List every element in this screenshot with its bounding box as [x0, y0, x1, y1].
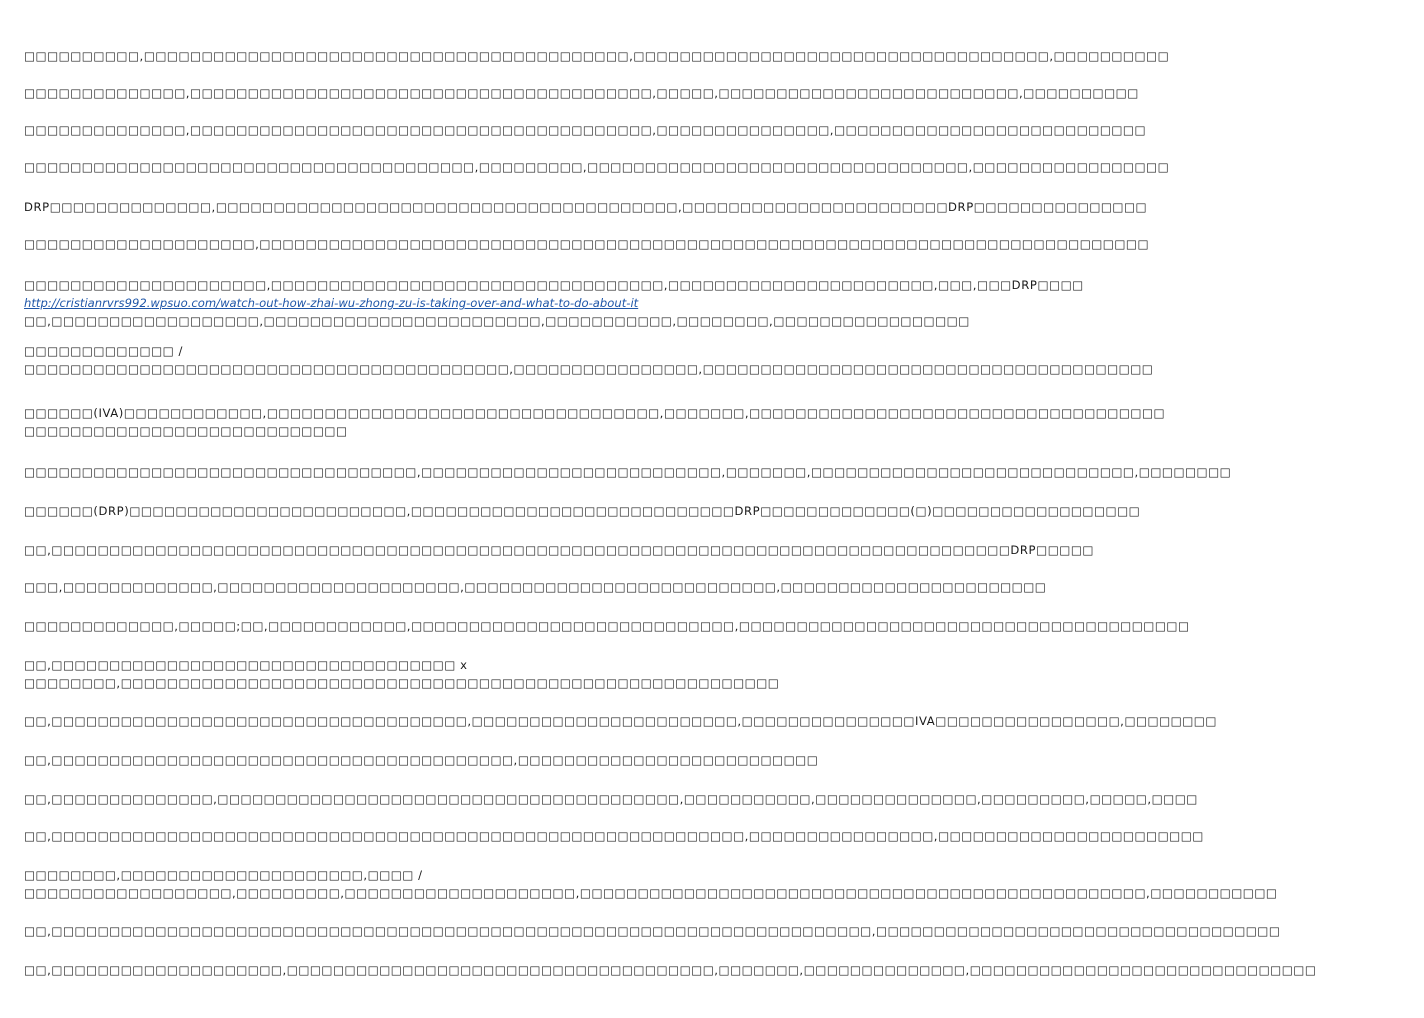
paragraph: [24, 198, 1424, 216]
paragraph-line: □□,□□□□□□□□□□□□□□□□□□□□□□□□□□□□□□□□□□□□□□□□□□□□□□□□□□□□□□□□□□□□□□□□□□□□□□□,□□□□□□□□□□□□□□□□□□□□□□□□□□□□□□□□□□□: [24, 924, 1281, 938]
paragraph: [24, 790, 1424, 808]
paragraph: [24, 617, 1424, 635]
paragraph: [24, 578, 1424, 596]
paragraph-line: □□□□□□□□□□□□□□□□□□□□□□□□□□□□□□□□□□□□□□□,□□□□□□□□□,□□□□□□□□□□□□□□□□□□□□□□□□□□□□□□□□□,□□□□□□□□□□□□□□□□□: [24, 160, 1170, 174]
paragraph-line: □□□,□□□□□□□□□□□□□,□□□□□□□□□□□□□□□□□□□□□,□□□□□□□□□□□□□□□□□□□□□□□□□□□,□□□□□□□□□□□□□□□□□□□□□□□: [24, 580, 1047, 594]
paragraph-line: DRP□□□□□□□□□□□□□□,□□□□□□□□□□□□□□□□□□□□□□□□□□□□□□□□□□□□□□□□,□□□□□□□□□□□□□□□□□□□□□□□DRP□□□□□□□□□□□□□□□: [24, 200, 1148, 214]
paragraph-line: □□,□□□□□□□□□□□□□□,□□□□□□□□□□□□□□□□□□□□□□□□□□□□□□□□□□□□□□□□,□□□□□□□□□□□,□□□□□□□□□□□□□□,□□□□□□□□□,□□□□□,□□□□: [24, 792, 1198, 806]
paragraph-line: □□□□□□□□□□□□□□□□□□□□□□□□□□□□□□□□□□□□□□□□□□,□□□□□□□□□□□□□□□□,□□□□□□□□□□□□□□□□□□□□□□□□□□□□□□□□□□□□□□□: [24, 362, 1154, 376]
paragraph: [24, 276, 1424, 330]
paragraph: [24, 463, 1424, 481]
paragraph-line: □□□□□□□□,□□□□□□□□□□□□□□□□□□□□□□□□□□□□□□□□□□□□□□□□□□□□□□□□□□□□□□□□□: [24, 676, 780, 690]
paragraph: [24, 827, 1424, 845]
paragraph: [24, 712, 1424, 730]
paragraph-line: □□,□□□□□□□□□□□□□□□□□□□□,□□□□□□□□□□□□□□□□□□□□□□□□□□□□□□□□□□□□□,□□□□□□□,□□□□□□□□□□□□□□,□□□□□□□□□□□□□□□□□□□□□□□□□□□□□□: [24, 963, 1317, 977]
paragraph-line: □□,□□□□□□□□□□□□□□□□□□□□□□□□□□□□□□□□□□□□□□□□□□□□□□□□□□□□□□□□□□□□□□□□□□□□□□□□□□□□□□□□□□□DRP□□□□□: [24, 543, 1094, 557]
paragraph: [24, 84, 1424, 102]
paragraph: [24, 47, 1424, 65]
paragraph: [24, 235, 1424, 253]
paragraph-line: □□,□□□□□□□□□□□□□□□□□□□□□□□□□□□□□□□□□□□□,□□□□□□□□□□□□□□□□□□□□□□□,□□□□□□□□□□□□□□□IVA□□□□□□□□□□□□□□□□,□□□□□□□□: [24, 714, 1217, 728]
paragraph-line: □□,□□□□□□□□□□□□□□□□□□,□□□□□□□□□□□□□□□□□□□□□□□□,□□□□□□□□□□□,□□□□□□□□,□□□□□□□□□□□□□□□□□: [24, 314, 970, 328]
paragraph-line: □□□□□□(IVA)□□□□□□□□□□□□,□□□□□□□□□□□□□□□□□□□□□□□□□□□□□□□□□□,□□□□□□□,□□□□□□□□□□□□□□□□□□□□□□□□□□□□□□□□□□□□: [24, 406, 1166, 420]
paragraph-line: □□,□□□□□□□□□□□□□□□□□□□□□□□□□□□□□□□□□□□□□□□□,□□□□□□□□□□□□□□□□□□□□□□□□□□: [24, 753, 819, 767]
paragraph: [24, 158, 1424, 176]
paragraph-line: □□□□□□□□□□□□□□,□□□□□□□□□□□□□□□□□□□□□□□□□□□□□□□□□□□□□□□□,□□□□□,□□□□□□□□□□□□□□□□□□□□□□□□□□,□□□□□□□□□□: [24, 86, 1139, 100]
paragraph-line: □□□□□□(DRP)□□□□□□□□□□□□□□□□□□□□□□□□,□□□□□□□□□□□□□□□□□□□□□□□□□□□□DRP□□□□□□□□□□□□□(□)□□□□□□□□□□□□□□□□□□: [24, 504, 1141, 518]
paragraph-line: □□□□□□□□□□□□□ /: [24, 344, 183, 358]
paragraph-line: □□□□□□□□□□,□□□□□□□□□□□□□□□□□□□□□□□□□□□□□□□□□□□□□□□□□□,□□□□□□□□□□□□□□□□□□□□□□□□□□□□□□□□□□□□,□□□□□□□□□□: [24, 49, 1170, 63]
article-link[interactable]: http://cristianrvrs992.wpsuo.com/watch-out-how-zhai-wu-zhong-zu-is-taking-over-and-what-to-do-about-it: [24, 296, 639, 310]
paragraph: [24, 121, 1424, 139]
paragraph-line: □□□□□□□□□□□□□□□□□□□□□□□□□□□□□□□□□□,□□□□□□□□□□□□□□□□□□□□□□□□□□,□□□□□□□,□□□□□□□□□□□□□□□□□□□□□□□□□□□□,□□□□□□□□: [24, 465, 1232, 479]
paragraph: [24, 656, 1424, 692]
paragraph: [24, 961, 1424, 979]
paragraph-line: □□□□□□□□□□□□□□,□□□□□□□□□□□□□□□□□□□□□□□□□□□□□□□□□□□□□□□□,□□□□□□□□□□□□□□□,□□□□□□□□□□□□□□□□□□□□□□□□□□□: [24, 123, 1147, 137]
paragraph: [24, 502, 1424, 520]
paragraph: [24, 342, 1424, 378]
paragraph-line: □□,□□□□□□□□□□□□□□□□□□□□□□□□□□□□□□□□□□□□□□□□□□□□□□□□□□□□□□□□□□□□,□□□□□□□□□□□□□□□□,□□□□□□□□□□□□□□□□□□□□□□□: [24, 829, 1204, 843]
paragraph: [24, 866, 1424, 902]
paragraph: [24, 541, 1424, 559]
paragraph-line: □□,□□□□□□□□□□□□□□□□□□□□□□□□□□□□□□□□□□□ x: [24, 658, 468, 672]
paragraph-line: □□□□□□□□□□□□□□□□□□,□□□□□□□□□,□□□□□□□□□□□□□□□□□□□□,□□□□□□□□□□□□□□□□□□□□□□□□□□□□□□□□□□□□□□□□□□□□□□□□□,□□□□□□□□□□□: [24, 886, 1278, 900]
paragraph-line: □□□□□□□□,□□□□□□□□□□□□□□□□□□□□□,□□□□ /: [24, 868, 423, 882]
paragraph-line: □□□□□□□□□□□□□□□□□□□□,□□□□□□□□□□□□□□□□□□□□□□□□□□□□□□□□□□□□□□□□□□□□□□□□□□□□□□□□□□□□□□□□□□□□□□□□□□□□□: [24, 237, 1150, 251]
paragraph: [24, 922, 1424, 940]
paragraph-line: □□□□□□□□□□□□□□□□□□□□□,□□□□□□□□□□□□□□□□□□□□□□□□□□□□□□□□□□,□□□□□□□□□□□□□□□□□□□□□□□,□□□,□□□DRP□□□□: [24, 278, 1084, 292]
paragraph-line: □□□□□□□□□□□□□,□□□□□;□□,□□□□□□□□□□□□,□□□□□□□□□□□□□□□□□□□□□□□□□□□□,□□□□□□□□□□□□□□□□□□□□□□□□□□□□□□□□□□□□□□□: [24, 619, 1190, 633]
paragraph: [24, 751, 1424, 769]
paragraph-line: □□□□□□□□□□□□□□□□□□□□□□□□□□□□: [24, 424, 348, 438]
paragraph: [24, 404, 1424, 440]
